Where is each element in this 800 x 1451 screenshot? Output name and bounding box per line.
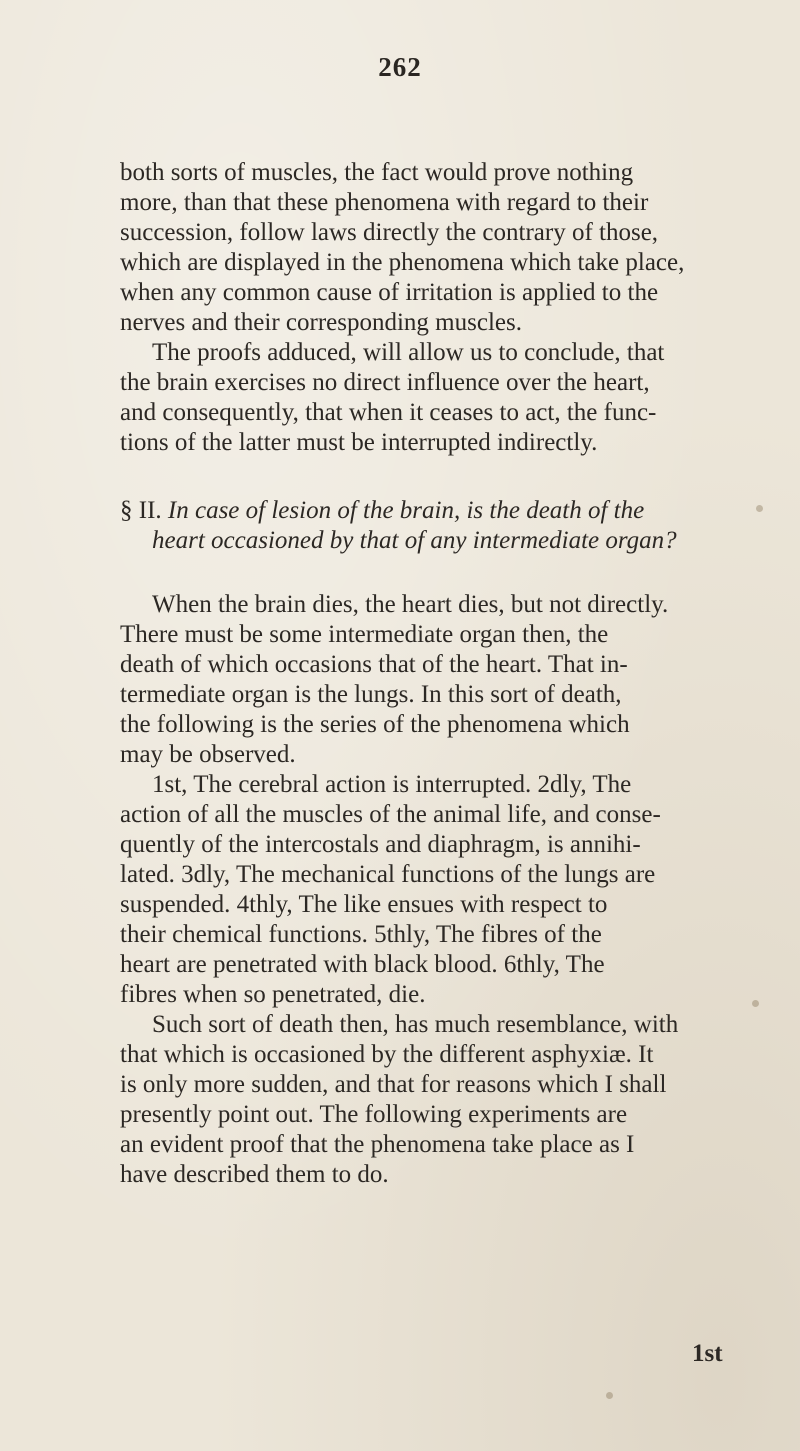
text-line: both sorts of muscles, the fact would prove nothing [120,159,634,186]
paper-speck [752,1000,759,1007]
text-line: termediate organ is the lungs. In this sort of death, [120,681,622,708]
section-mark: § II. [120,497,162,524]
text-line: that which is occasioned by the different asphyxiæ. It [120,1041,654,1068]
paragraph-2 [120,338,800,458]
text-line: when any common cause of irritation is applied to the [120,279,659,306]
text-line: is only more sudden, and that for reasons which I shall [120,1071,667,1098]
page-number: 262 [378,52,422,82]
section-title-line-2: heart occasioned by that of any intermediate organ? [152,527,677,554]
catchword: 1st [692,1340,723,1367]
section-title-line-1: In case of lesion of the brain, is the death of the [167,497,645,524]
text-line: When the brain dies, the heart dies, but not directly. [152,591,669,618]
text-line: quently of the intercostals and diaphragm, is annihi- [120,831,641,858]
text-line: There must be some intermediate organ then, the [120,621,609,648]
text-line: may be observed. [120,741,296,768]
text-line: succession, follow laws directly the contrary of those, [120,219,659,246]
page-body [120,158,800,1190]
text-line: death of which occasions that of the heart. That in- [120,651,628,678]
text-line: an evident proof that the phenomena take place as I [120,1131,635,1158]
paragraph-3 [120,590,800,770]
text-line: fibres when so penetrated, die. [120,981,426,1008]
text-line: lated. 3dly, The mechanical functions of the lungs are [120,861,656,888]
paper-speck [606,1392,613,1399]
paragraph-5 [120,1010,800,1190]
text-line: 1st, The cerebral action is interrupted. 2dly, The [152,771,632,798]
text-line: have described them to do. [120,1161,389,1188]
text-line: tions of the latter must be interrupted indirectly. [120,429,598,456]
text-line: more, than that these phenomena with regard to their [120,189,649,216]
text-line: The proofs adduced, will allow us to conclude, that [152,339,665,366]
paragraph-1 [120,158,800,338]
text-line: presently point out. The following experiments are [120,1101,628,1128]
paragraph-4 [120,770,800,1010]
text-line: their chemical functions. 5thly, The fibres of the [120,921,602,948]
paper-speck [756,505,763,512]
section-heading [120,496,800,556]
text-line: nerves and their corresponding muscles. [120,309,522,336]
text-line: the brain exercises no direct influence over the heart, [120,369,650,396]
text-line: the following is the series of the phenomena which [120,711,630,738]
text-line: suspended. 4thly, The like ensues with respect to [120,891,608,918]
text-line: which are displayed in the phenomena which take place, [120,249,685,276]
text-line: Such sort of death then, has much resemblance, with [152,1011,679,1038]
text-line: heart are penetrated with black blood. 6thly, The [120,951,605,978]
text-line: action of all the muscles of the animal life, and conse- [120,801,661,828]
text-line: and consequently, that when it ceases to act, the func- [120,399,657,426]
